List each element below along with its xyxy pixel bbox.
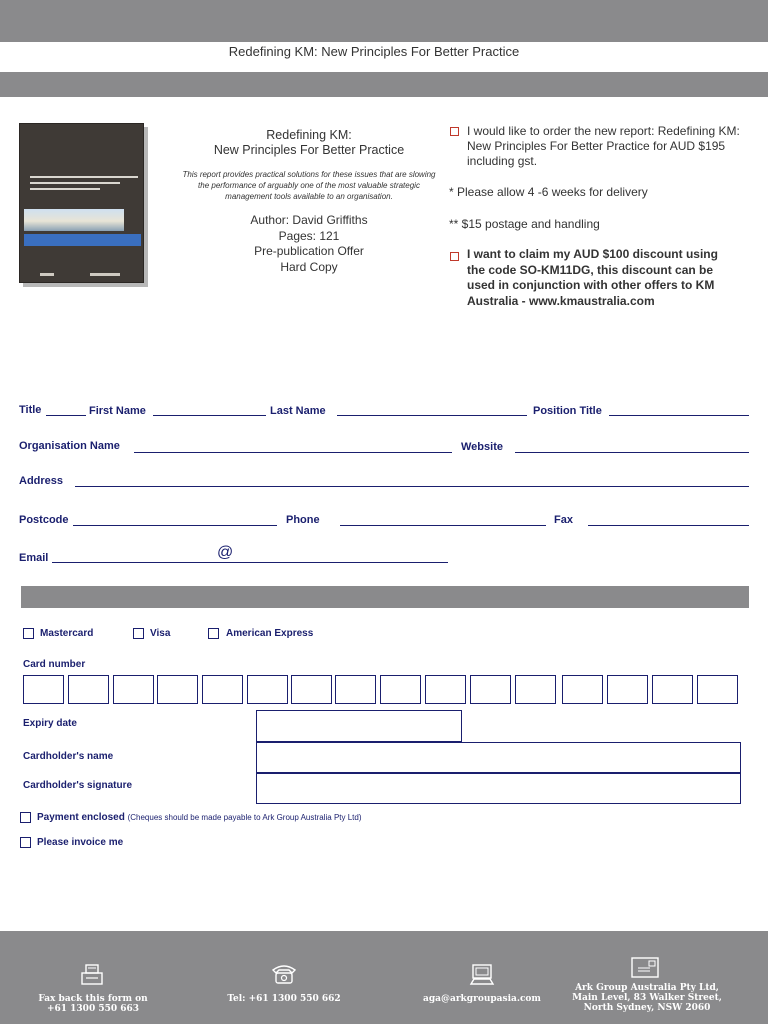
- last-name-label: Last Name: [270, 405, 326, 417]
- footer-address-line2: Main Level, 83 Walker Street,: [572, 993, 722, 1003]
- card-digit-box[interactable]: [23, 675, 64, 704]
- footer-email: aga@arkgroupasia.com: [423, 994, 541, 1004]
- website-field[interactable]: [515, 452, 749, 453]
- payment-header-band: [21, 586, 749, 608]
- card-digit-box[interactable]: [157, 675, 198, 704]
- footer-fax: [30, 994, 156, 1014]
- footer-tel: Tel: +61 1300 550 662: [227, 994, 341, 1004]
- last-name-field[interactable]: [337, 415, 527, 416]
- card-digit-box[interactable]: [380, 675, 421, 704]
- fax-icon: [80, 963, 104, 987]
- card-digit-box[interactable]: [425, 675, 466, 704]
- fax-field[interactable]: [588, 525, 749, 526]
- card-number-label: Card number: [23, 659, 86, 670]
- discount-label: I want to claim my AUD $100 discount using the code SO-KM11DG, this discount can be used in conjunction with other offers to KM Australia - www.kmaustralia.com: [467, 247, 718, 308]
- order-report-checkbox[interactable]: [450, 127, 459, 136]
- report-format: Hard Copy: [280, 259, 338, 274]
- telephone-icon: [270, 962, 298, 986]
- computer-icon: [469, 963, 495, 987]
- visa-checkbox[interactable]: [133, 628, 144, 639]
- expiry-label: Expiry date: [23, 718, 77, 729]
- position-title-field[interactable]: [609, 415, 749, 416]
- report-pages: Pages: 121: [278, 228, 340, 243]
- card-digit-box[interactable]: [697, 675, 738, 704]
- card-digit-box[interactable]: [652, 675, 693, 704]
- title-field[interactable]: [46, 415, 86, 416]
- mastercard-label: Mastercard: [40, 628, 94, 639]
- report-description: This report provides practical solutions for these issues that are slowing the performance of arguably one of the most valuable strategic management tools available to an organisation.: [182, 170, 436, 201]
- cardholder-name-field[interactable]: [256, 742, 741, 773]
- postcode-label: Postcode: [19, 514, 69, 526]
- email-label: Email: [19, 552, 49, 564]
- top-band: [0, 0, 768, 42]
- amex-label: American Express: [226, 628, 314, 639]
- mastercard-checkbox[interactable]: [23, 628, 34, 639]
- payment-enclosed-checkbox[interactable]: [20, 812, 31, 823]
- report-title-line2: New Principles For Better Practice: [213, 143, 405, 157]
- card-digit-box[interactable]: [562, 675, 603, 704]
- address-field[interactable]: [75, 486, 749, 487]
- website-label: Website: [461, 441, 503, 453]
- amex-checkbox[interactable]: [208, 628, 219, 639]
- card-digit-box[interactable]: [515, 675, 556, 704]
- card-digit-box[interactable]: [335, 675, 376, 704]
- phone-label: Phone: [286, 514, 320, 526]
- organisation-field[interactable]: [134, 452, 452, 453]
- postage-note: ** $15 postage and handling: [449, 217, 600, 231]
- page-title: Redefining KM: New Principles For Better Practice: [228, 44, 520, 59]
- card-digit-box[interactable]: [291, 675, 332, 704]
- visa-label: Visa: [150, 628, 171, 639]
- footer-address-line3: North Sydney, NSW 2060: [583, 1003, 711, 1013]
- payment-enclosed-row: [37, 812, 362, 823]
- invoice-checkbox[interactable]: [20, 837, 31, 848]
- card-digit-box[interactable]: [470, 675, 511, 704]
- cardholder-signature-label: Cardholder's signature: [23, 780, 133, 791]
- cardholder-signature-field[interactable]: [256, 773, 741, 804]
- order-report-label: I would like to order the new report: Redefining KM: New Principles For Better Practice for AUD $195 including gst.: [467, 124, 740, 168]
- phone-field[interactable]: [340, 525, 546, 526]
- address-label: Address: [19, 475, 64, 487]
- card-digit-box[interactable]: [607, 675, 648, 704]
- first-name-field[interactable]: [153, 415, 266, 416]
- footer-address: [572, 983, 722, 1013]
- delivery-note: * Please allow 4 -6 weeks for delivery: [449, 185, 648, 199]
- first-name-label: First Name: [89, 405, 146, 417]
- footer-fax-line2: +61 1300 550 663: [46, 1004, 140, 1014]
- invoice-label: Please invoice me: [37, 837, 124, 848]
- card-digit-box[interactable]: [68, 675, 109, 704]
- payment-enclosed-label: Payment enclosed: [37, 812, 125, 823]
- card-digit-box[interactable]: [247, 675, 288, 704]
- report-title-line1: Redefining KM:: [266, 128, 352, 142]
- postcode-field[interactable]: [73, 525, 277, 526]
- report-info: [176, 128, 442, 275]
- expiry-field[interactable]: [256, 710, 462, 742]
- envelope-icon: [630, 956, 660, 980]
- discount-checkbox[interactable]: [450, 252, 459, 261]
- footer-fax-line1: Fax back this form on: [38, 994, 148, 1004]
- report-offer: Pre-publication Offer: [254, 244, 364, 258]
- position-title-label: Position Title: [533, 405, 602, 417]
- cardholder-name-label: Cardholder's name: [23, 751, 114, 762]
- header-divider-band: [0, 72, 768, 97]
- card-digit-box[interactable]: [202, 675, 243, 704]
- report-cover-image: [19, 123, 144, 283]
- card-digit-box[interactable]: [113, 675, 154, 704]
- footer-address-line1: Ark Group Australia Pty Ltd,: [575, 983, 719, 993]
- cheque-note: (Cheques should be made payable to Ark Group Australia Pty Ltd): [127, 813, 362, 822]
- report-author: Author: David Griffiths: [250, 213, 368, 227]
- email-field[interactable]: [52, 562, 448, 563]
- title-label: Title: [19, 404, 42, 416]
- email-at-symbol: @: [217, 544, 234, 561]
- fax-label: Fax: [554, 514, 573, 526]
- organisation-label: Organisation Name: [19, 440, 120, 452]
